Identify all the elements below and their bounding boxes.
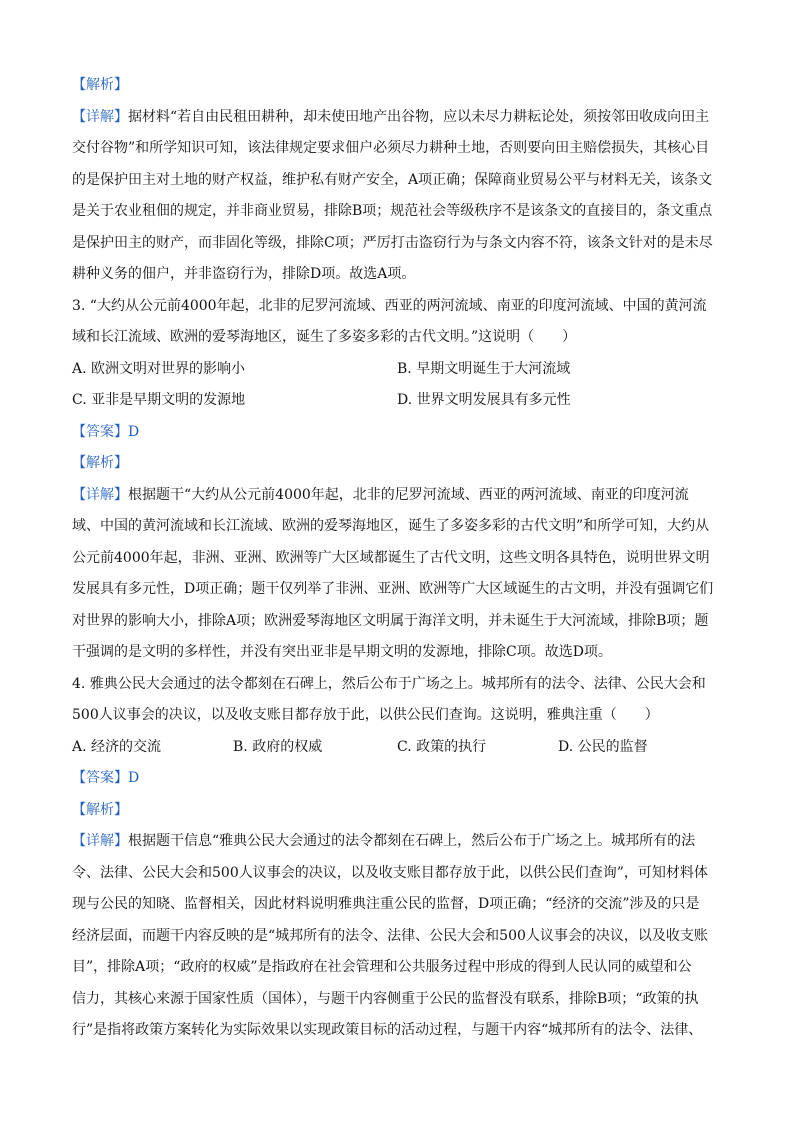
answer-option: B. 政府的权威 bbox=[233, 738, 323, 755]
explanation-line bbox=[72, 926, 722, 946]
question-text: 500人议事会的决议，以及收支账目都存放于此，以供公民们查询。这说明，雅典注重（ ） bbox=[72, 707, 659, 723]
explanation-text: 耕种义务的佃户，并非盗窃行为，排除D项。故选A项。 bbox=[72, 266, 416, 282]
explanation-line bbox=[72, 831, 722, 851]
section-tag: 【解析】 bbox=[72, 455, 128, 471]
explanation-text: 交付谷物”和所学知识可知，该法律规定要求佃户必须尽力耕种土地，否则要向田主赔偿损失，其核心目 bbox=[72, 140, 710, 156]
question-text: 域和长江流域、欧洲的爱琴海地区，诞生了多姿多彩的古代文明。”这说明（ ） bbox=[72, 329, 577, 345]
explanation-text: 令、法律、公民大会和500人议事会的决议，以及收支账目都存放于此，以供公民们查询”，可知材料体 bbox=[72, 864, 708, 881]
explanation-line bbox=[72, 989, 722, 1009]
answer-option: C. 政策的执行 bbox=[397, 738, 487, 755]
explanation-line bbox=[72, 138, 722, 158]
answer-option: A. 欧洲文明对世界的影响小 bbox=[72, 360, 246, 377]
explanation-line bbox=[72, 894, 722, 914]
explanation-line bbox=[72, 516, 722, 536]
explanation-text: 目”，排除A项；“政府的权威”是指政府在社会管理和公共服务过程中形成的得到人民认同的威望和公 bbox=[72, 959, 692, 975]
explanation-text: 是保护田主的财产，而非固化等级，排除C项；严厉打击盗窃行为与条文内容不符，该条文针对的是未尽 bbox=[72, 234, 713, 251]
explanation-line bbox=[72, 264, 722, 284]
answer-option: D. 公民的监督 bbox=[558, 738, 648, 755]
explanation-text: 据材料“若自由民租田耕种，却未使田地产出谷物，应以未尽力耕耘论处，须按邻田收成向田主 bbox=[128, 108, 710, 125]
detail-tag: 【详解】 bbox=[72, 833, 128, 849]
section-tag: 【答案】D bbox=[72, 770, 140, 786]
explanation-text: 是关于农业租佃的规定，并非商业贸易，排除B项；规范社会等级秩序不是该条文的直接目的，条文重点 bbox=[72, 203, 713, 219]
explanation-line bbox=[72, 611, 722, 631]
explanation-line bbox=[72, 201, 722, 221]
explanation-text: 公元前4000年起，非洲、亚洲、欧洲等广大区域都诞生了古代文明，这些文明各具特色，说明世界文明 bbox=[72, 549, 710, 566]
explanation-text: 域、中国的黄河流域和长江流域、欧洲的爱琴海地区，诞生了多姿多彩的古代文明”和所学可知，大约从 bbox=[72, 518, 710, 534]
explanation-text: 发展具有多元性，D项正确；题干仅列举了非洲、亚洲、欧洲等广大区域诞生的古文明，并没有强调它们 bbox=[72, 581, 714, 597]
question-text: 4. 雅典公民大会通过的法令都刻在石碑上，然后公布于广场之上。城邦所有的法令、法律、公民大会和 bbox=[72, 675, 706, 692]
explanation-text: 信力，其核心来源于国家性质（国体），与题干内容侧重于公民的监督没有联系，排除B项；“政策的执 bbox=[72, 990, 699, 1007]
explanation-text: 的是保护田主对土地的财产权益，维护私有财产安全，A项正确；保障商业贸易公平与材料无关，该条文 bbox=[72, 171, 713, 188]
explanation-text: 行”是指将政策方案转化为实际效果以实现政策目标的活动过程，与题干内容“城邦所有的法令、法律、 bbox=[72, 1022, 703, 1038]
explanation-text: 根据题干信息“雅典公民大会通过的法令都刻在石碑上，然后公布于广场之上。城邦所有的法 bbox=[128, 833, 696, 849]
explanation-line bbox=[72, 863, 722, 883]
explanation-line bbox=[72, 170, 722, 190]
explanation-line bbox=[72, 485, 722, 505]
explanation-text: 现与公民的知晓、监督相关，因此材料说明雅典注重公民的监督，D项正确；“经济的交流”涉及的只是 bbox=[72, 896, 700, 912]
explanation-line bbox=[72, 957, 722, 977]
answer-option: C. 亚非是早期文明的发源地 bbox=[72, 392, 246, 408]
answer-option: D. 世界文明发展具有多元性 bbox=[397, 392, 571, 408]
explanation-text: 对世界的影响大小，排除A项；欧洲爱琴海地区文明属于海洋文明，并未诞生于大河流域，排除B项；题 bbox=[72, 612, 709, 629]
section-tag: 【解析】 bbox=[72, 77, 128, 93]
explanation-line bbox=[72, 233, 722, 253]
explanation-line bbox=[72, 548, 722, 568]
explanation-text: 干强调的是文明的多样性，并没有突出亚非是早期文明的发源地，排除C项。故选D项。 bbox=[72, 644, 612, 660]
explanation-line bbox=[72, 1020, 722, 1040]
answer-option: A. 经济的交流 bbox=[72, 738, 162, 755]
section-tag: 【解析】 bbox=[72, 801, 128, 818]
explanation-text: 根据题干“大约从公元前4000年起，北非的尼罗河流域、西亚的两河流域、南亚的印度河流 bbox=[128, 486, 689, 503]
detail-tag: 【详解】 bbox=[72, 486, 128, 503]
detail-tag: 【详解】 bbox=[72, 108, 128, 125]
answer-option: B. 早期文明诞生于大河流域 bbox=[397, 360, 571, 377]
section-tag: 【答案】D bbox=[72, 423, 140, 440]
explanation-line bbox=[72, 107, 722, 127]
question-text: 3. “大约从公元前4000年起，北非的尼罗河流域、西亚的两河流域、南亚的印度河流域、中国的黄河流 bbox=[72, 297, 707, 314]
explanation-line bbox=[72, 579, 722, 599]
explanation-line bbox=[72, 642, 722, 662]
explanation-text: 经济层面，而题干内容反映的是“城邦所有的法令、法律、公民大会和500人议事会的决议，以及收支账 bbox=[72, 927, 708, 944]
